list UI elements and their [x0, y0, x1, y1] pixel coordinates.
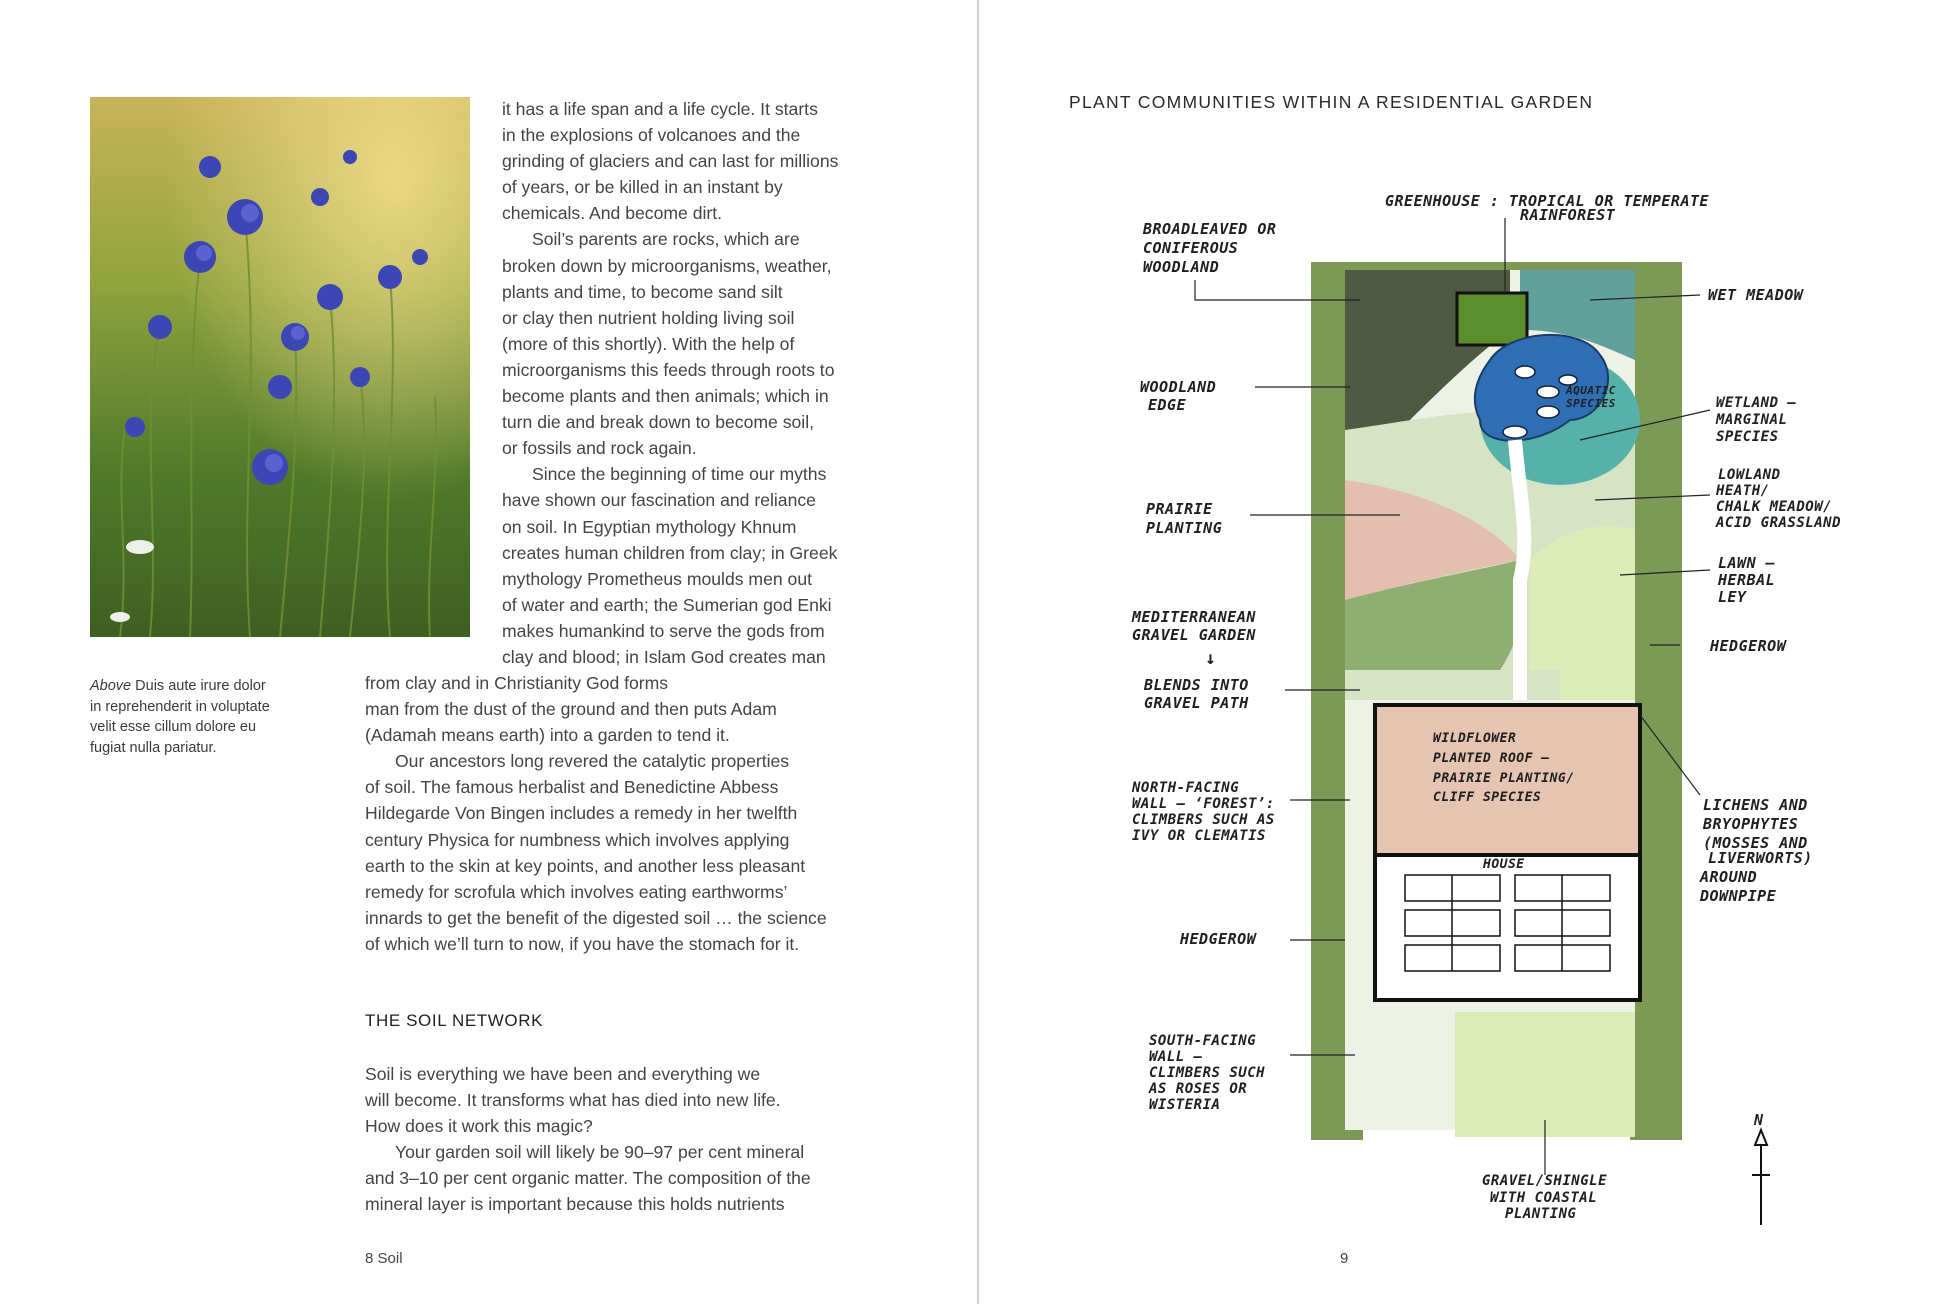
label-wetland-1: WETLAND – [1716, 395, 1797, 411]
label-greenhouse: GREENHOUSE : TROPICAL OR TEMPERATE [1385, 192, 1710, 210]
label-mediterranean-2: GRAVEL GARDEN [1132, 626, 1256, 644]
label-gravel-1: GRAVEL/SHINGLE [1482, 1173, 1608, 1189]
label-aquatic-1: AQUATIC [1566, 384, 1616, 397]
label-lichens-3: (MOSSES AND [1703, 834, 1808, 852]
label-lowland-2: HEATH/ [1716, 483, 1770, 499]
body-paragraph: from clay and in Christianity God forms man from the dust of the ground and then puts Adam (Adamah means earth) into a garden to tend it. [365, 673, 777, 746]
label-prairie-2: PLANTING [1146, 519, 1223, 537]
label-house: HOUSE [1483, 857, 1525, 872]
label-woodland-edge-2: EDGE [1148, 396, 1187, 414]
label-lowland-3: CHALK MEADOW/ [1716, 499, 1833, 515]
section-heading: THE SOIL NETWORK [365, 1011, 544, 1030]
label-broadleaved-1: BROADLEAVED OR [1143, 220, 1277, 238]
north-arrow [1752, 1130, 1770, 1225]
north-label: N [1754, 1111, 1764, 1129]
greenhouse [1457, 293, 1527, 345]
caption-lead: Above [90, 678, 132, 694]
house [1375, 855, 1640, 1000]
label-blends-1: BLENDS INTO [1144, 676, 1249, 694]
front-garden [1455, 1012, 1635, 1137]
body-paragraph: Soil’s parents are rocks, which are broken down by microorganisms, weather, plants and time, to become sand silt or clay then nutrient holding living soil (more of this shortly). With the help of microorganisms this feeds through roots to become plants and then animals; which in turn die and break down to become soil, or fossils and rock again. [502, 229, 835, 459]
label-south-wall-1: SOUTH-FACING [1149, 1033, 1257, 1049]
label-wildflower-3: PRAIRIE PLANTING/ [1433, 771, 1575, 786]
folio-right: 9 [1340, 1250, 1349, 1267]
label-wet-meadow: WET MEADOW [1708, 286, 1804, 304]
body-paragraph: Since the beginning of time our myths have shown our fascination and reliance on soil. In Egyptian mythology Khnum creates human children from clay; in Greek mythology Prometheus moulds men out of water and earth; the Sumerian god Enki makes humankind to serve the gods from clay and blood; in Islam God creates man [502, 464, 838, 667]
label-south-wall-4: AS ROSES OR [1149, 1081, 1248, 1097]
body-paragraph: Soil is everything we have been and everything we will become. It transforms what has died into new life. How does it work this magic? [365, 1064, 781, 1137]
label-lawn-3: LEY [1718, 588, 1747, 606]
label-hedgerow-left: HEDGEROW [1180, 930, 1257, 948]
label-wetland-3: SPECIES [1716, 429, 1779, 445]
label-lichens-6: DOWNPIPE [1700, 887, 1777, 905]
garden-path [1515, 440, 1524, 700]
label-greenhouse-2: RAINFOREST [1520, 206, 1616, 224]
folio-left: 8 Soil [365, 1250, 403, 1267]
label-broadleaved-2: CONIFEROUS [1143, 239, 1239, 257]
label-wildflower-1: WILDFLOWER [1433, 731, 1517, 746]
label-south-wall-3: CLIMBERS SUCH [1149, 1065, 1266, 1081]
label-north-wall-1: NORTH-FACING [1132, 780, 1240, 796]
caption-text: Duis aute irure dolor in reprehenderit in voluptate velit esse cillum dolore eu fugiat nulla pariatur. [90, 678, 270, 756]
label-south-wall-5: WISTERIA [1149, 1097, 1221, 1113]
label-gravel-2: WITH COASTAL [1490, 1190, 1598, 1206]
label-lowland-4: ACID GRASSLAND [1716, 515, 1842, 531]
label-north-wall-4: IVY OR CLEMATIS [1132, 828, 1266, 844]
label-lichens-5: AROUND [1700, 868, 1758, 886]
label-aquatic-2: SPECIES [1566, 397, 1616, 410]
label-lichens-4: LIVERWORTS) [1708, 849, 1813, 867]
label-hedgerow-right: HEDGEROW [1710, 637, 1787, 655]
label-north-wall-2: WALL – ‘FOREST’: [1132, 796, 1275, 812]
label-south-wall-2: WALL – [1149, 1049, 1203, 1065]
body-paragraph: it has a life span and a life cycle. It starts in the explosions of volcanoes and the grinding of glaciers and can last for millions of years, or be killed in an instant by chemicals. And become dirt. [502, 99, 839, 224]
label-woodland-edge-1: WOODLAND [1140, 378, 1217, 396]
label-north-wall-3: CLIMBERS SUCH AS [1132, 812, 1275, 828]
label-wildflower-2: PLANTED ROOF – [1433, 751, 1550, 766]
label-lichens-2: BRYOPHYTES [1703, 815, 1799, 833]
body-paragraph: Our ancestors long revered the catalytic properties of soil. The famous herbalist and Benedictine Abbess Hildegarde Von Bingen includes a remedy in her twelfth century Physica for numbness which involves applying earth to the skin at key points, and another less pleasant remedy for scrofula which involves eating earthworms’ innards to get the benefit of the digested soil … the science of which we’ll turn to now, if you have the stomach for it. [365, 751, 827, 954]
plan-title: PLANT COMMUNITIES WITHIN A RESIDENTIAL GARDEN [1069, 92, 1594, 112]
label-broadleaved-3: WOODLAND [1143, 258, 1220, 276]
down-arrow-icon: ↓ [1205, 648, 1217, 669]
body-paragraph: Your garden soil will likely be 90–97 per cent mineral and 3–10 per cent organic matter. The composition of the mineral layer is important because this holds nutrients [365, 1142, 811, 1215]
label-lowland-1: LOWLAND [1718, 467, 1781, 483]
label-wetland-2: MARGINAL [1716, 412, 1788, 428]
label-lawn-1: LAWN – [1718, 554, 1776, 572]
label-gravel-3: PLANTING [1505, 1206, 1577, 1222]
label-prairie-1: PRAIRIE [1146, 500, 1213, 518]
label-wildflower-4: CLIFF SPECIES [1433, 790, 1542, 805]
label-mediterranean-1: MEDITERRANEAN [1132, 608, 1256, 626]
label-lichens-1: LICHENS AND [1703, 796, 1808, 814]
label-lawn-2: HERBAL [1718, 571, 1776, 589]
label-blends-2: GRAVEL PATH [1144, 694, 1249, 712]
